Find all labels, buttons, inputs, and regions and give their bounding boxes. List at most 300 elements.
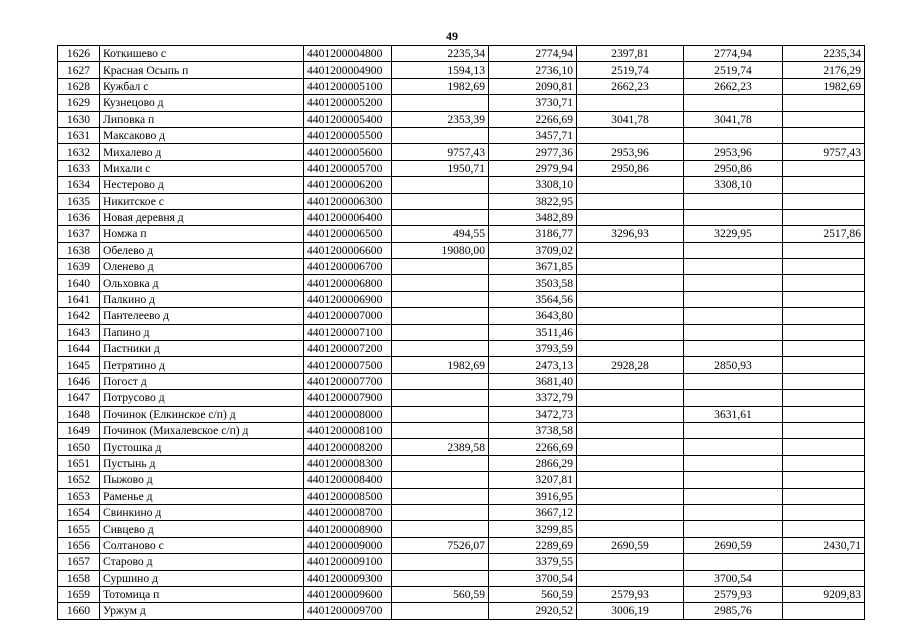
row-number-cell: 1641 — [58, 291, 100, 307]
value-2-cell: 3793,59 — [489, 341, 577, 357]
table-row — [58, 603, 865, 619]
value-4-cell: 2662,23 — [684, 78, 783, 94]
settlement-name-cell: Никитское с — [100, 193, 304, 209]
oktmo-code-cell: 4401200007500 — [304, 357, 392, 373]
row-number-cell: 1643 — [58, 324, 100, 340]
value-5-cell — [783, 373, 865, 389]
value-2-cell: 2774,94 — [489, 46, 577, 62]
row-number-cell: 1646 — [58, 373, 100, 389]
value-3-cell — [577, 455, 684, 471]
oktmo-code-cell: 4401200009100 — [304, 554, 392, 570]
oktmo-code-cell: 4401200009700 — [304, 603, 392, 619]
oktmo-code-cell: 4401200009300 — [304, 570, 392, 586]
value-3-cell — [577, 488, 684, 504]
settlement-name-cell: Красная Осыпь п — [100, 62, 304, 78]
value-5-cell — [783, 341, 865, 357]
value-2-cell: 3564,56 — [489, 291, 577, 307]
value-3-cell — [577, 472, 684, 488]
value-4-cell: 2519,74 — [684, 62, 783, 78]
row-number-cell: 1647 — [58, 390, 100, 406]
settlement-name-cell: Старово д — [100, 554, 304, 570]
value-1-cell — [392, 95, 489, 111]
table-row — [58, 308, 865, 324]
value-5-cell — [783, 422, 865, 438]
table-row — [58, 341, 865, 357]
settlement-name-cell: Пустошка д — [100, 439, 304, 455]
settlement-name-cell: Коткишево с — [100, 46, 304, 62]
value-2-cell: 3457,71 — [489, 127, 577, 143]
oktmo-code-cell: 4401200009000 — [304, 537, 392, 553]
value-1-cell — [392, 209, 489, 225]
value-3-cell — [577, 570, 684, 586]
value-2-cell: 3730,71 — [489, 95, 577, 111]
value-4-cell — [684, 127, 783, 143]
value-3-cell: 2579,93 — [577, 586, 684, 602]
settlement-name-cell: Новая деревня д — [100, 209, 304, 225]
value-3-cell: 3296,93 — [577, 226, 684, 242]
row-number-cell: 1638 — [58, 242, 100, 258]
value-4-cell: 3308,10 — [684, 177, 783, 193]
settlement-name-cell: Кужбал с — [100, 78, 304, 94]
row-number-cell: 1626 — [58, 46, 100, 62]
value-1-cell — [392, 455, 489, 471]
oktmo-code-cell: 4401200005600 — [304, 144, 392, 160]
value-5-cell — [783, 521, 865, 537]
settlement-name-cell: Потрусово д — [100, 390, 304, 406]
value-5-cell — [783, 177, 865, 193]
row-number-cell: 1630 — [58, 111, 100, 127]
value-2-cell: 2090,81 — [489, 78, 577, 94]
oktmo-code-cell: 4401200006300 — [304, 193, 392, 209]
value-1-cell: 2389,58 — [392, 439, 489, 455]
oktmo-code-cell: 4401200006900 — [304, 291, 392, 307]
value-2-cell: 560,59 — [489, 586, 577, 602]
value-4-cell — [684, 291, 783, 307]
value-5-cell — [783, 390, 865, 406]
row-number-cell: 1656 — [58, 537, 100, 553]
value-3-cell — [577, 341, 684, 357]
value-5-cell — [783, 209, 865, 225]
value-4-cell: 2950,86 — [684, 160, 783, 176]
value-5-cell — [783, 95, 865, 111]
value-5-cell — [783, 160, 865, 176]
table-row — [58, 554, 865, 570]
value-2-cell: 3738,58 — [489, 422, 577, 438]
value-1-cell — [392, 259, 489, 275]
row-number-cell: 1637 — [58, 226, 100, 242]
value-5-cell: 2176,29 — [783, 62, 865, 78]
settlement-name-cell: Починок (Елкинское с/п) д — [100, 406, 304, 422]
table-row — [58, 193, 865, 209]
value-5-cell: 9209,83 — [783, 586, 865, 602]
value-3-cell — [577, 177, 684, 193]
value-1-cell: 9757,43 — [392, 144, 489, 160]
settlement-name-cell: Нестерово д — [100, 177, 304, 193]
value-5-cell: 9757,43 — [783, 144, 865, 160]
value-5-cell — [783, 324, 865, 340]
value-1-cell — [392, 177, 489, 193]
value-3-cell — [577, 521, 684, 537]
settlement-name-cell: Пастники д — [100, 341, 304, 357]
value-3-cell — [577, 291, 684, 307]
table-row — [58, 406, 865, 422]
value-2-cell: 2473,13 — [489, 357, 577, 373]
settlement-name-cell: Петрятино д — [100, 357, 304, 373]
table-row — [58, 373, 865, 389]
row-number-cell: 1633 — [58, 160, 100, 176]
table-row — [58, 422, 865, 438]
table-row — [58, 439, 865, 455]
oktmo-code-cell: 4401200006600 — [304, 242, 392, 258]
value-3-cell: 2397,81 — [577, 46, 684, 62]
value-1-cell: 7526,07 — [392, 537, 489, 553]
value-2-cell: 2736,10 — [489, 62, 577, 78]
settlement-name-cell: Михалево д — [100, 144, 304, 160]
value-5-cell — [783, 439, 865, 455]
value-3-cell: 2662,23 — [577, 78, 684, 94]
value-1-cell — [392, 488, 489, 504]
value-5-cell — [783, 242, 865, 258]
value-3-cell — [577, 390, 684, 406]
value-1-cell — [392, 422, 489, 438]
value-1-cell — [392, 193, 489, 209]
row-number-cell: 1632 — [58, 144, 100, 160]
value-4-cell — [684, 504, 783, 520]
table-row — [58, 78, 865, 94]
oktmo-code-cell: 4401200006800 — [304, 275, 392, 291]
value-5-cell — [783, 259, 865, 275]
settlement-name-cell: Липовка п — [100, 111, 304, 127]
value-4-cell — [684, 95, 783, 111]
value-2-cell: 3511,46 — [489, 324, 577, 340]
value-4-cell: 3700,54 — [684, 570, 783, 586]
value-2-cell: 2866,29 — [489, 455, 577, 471]
row-number-cell: 1629 — [58, 95, 100, 111]
oktmo-code-cell: 4401200008500 — [304, 488, 392, 504]
oktmo-code-cell: 4401200008200 — [304, 439, 392, 455]
value-4-cell — [684, 209, 783, 225]
value-2-cell: 3643,80 — [489, 308, 577, 324]
value-5-cell: 2430,71 — [783, 537, 865, 553]
table-row — [58, 472, 865, 488]
settlement-name-cell: Папино д — [100, 324, 304, 340]
value-3-cell — [577, 422, 684, 438]
table-row — [58, 570, 865, 586]
value-5-cell — [783, 603, 865, 619]
value-2-cell: 3308,10 — [489, 177, 577, 193]
value-4-cell — [684, 554, 783, 570]
table-row — [58, 521, 865, 537]
table-row — [58, 242, 865, 258]
row-number-cell: 1658 — [58, 570, 100, 586]
table-row — [58, 144, 865, 160]
oktmo-code-cell: 4401200007700 — [304, 373, 392, 389]
row-number-cell: 1652 — [58, 472, 100, 488]
oktmo-code-cell: 4401200008900 — [304, 521, 392, 537]
table-row — [58, 390, 865, 406]
settlements-table — [57, 45, 865, 620]
settlement-name-cell: Ольховка д — [100, 275, 304, 291]
oktmo-code-cell: 4401200008100 — [304, 422, 392, 438]
oktmo-code-cell: 4401200006700 — [304, 259, 392, 275]
settlement-name-cell: Суршино д — [100, 570, 304, 586]
value-4-cell — [684, 308, 783, 324]
value-4-cell: 3229,95 — [684, 226, 783, 242]
value-1-cell — [392, 275, 489, 291]
settlement-name-cell: Сивцево д — [100, 521, 304, 537]
row-number-cell: 1649 — [58, 422, 100, 438]
value-2-cell: 3472,73 — [489, 406, 577, 422]
value-3-cell: 2953,96 — [577, 144, 684, 160]
row-number-cell: 1648 — [58, 406, 100, 422]
value-4-cell — [684, 455, 783, 471]
value-2-cell: 3667,12 — [489, 504, 577, 520]
value-5-cell — [783, 357, 865, 373]
value-3-cell — [577, 209, 684, 225]
table-row — [58, 488, 865, 504]
value-5-cell — [783, 570, 865, 586]
table-row — [58, 127, 865, 143]
value-5-cell — [783, 127, 865, 143]
value-3-cell — [577, 308, 684, 324]
table-row — [58, 111, 865, 127]
value-3-cell — [577, 439, 684, 455]
value-3-cell — [577, 373, 684, 389]
row-number-cell: 1651 — [58, 455, 100, 471]
oktmo-code-cell: 4401200007100 — [304, 324, 392, 340]
value-2-cell: 3916,95 — [489, 488, 577, 504]
value-4-cell — [684, 324, 783, 340]
value-1-cell — [392, 570, 489, 586]
table-row — [58, 95, 865, 111]
value-5-cell — [783, 275, 865, 291]
table-row — [58, 504, 865, 520]
row-number-cell: 1628 — [58, 78, 100, 94]
value-4-cell — [684, 242, 783, 258]
value-3-cell — [577, 193, 684, 209]
oktmo-code-cell: 4401200006200 — [304, 177, 392, 193]
value-2-cell: 2920,52 — [489, 603, 577, 619]
oktmo-code-cell: 4401200008000 — [304, 406, 392, 422]
row-number-cell: 1627 — [58, 62, 100, 78]
value-4-cell — [684, 488, 783, 504]
settlement-name-cell: Номжа п — [100, 226, 304, 242]
value-3-cell: 2928,28 — [577, 357, 684, 373]
value-1-cell — [392, 504, 489, 520]
value-1-cell — [392, 127, 489, 143]
value-3-cell — [577, 259, 684, 275]
settlement-name-cell: Михали с — [100, 160, 304, 176]
value-3-cell: 3041,78 — [577, 111, 684, 127]
value-4-cell: 2579,93 — [684, 586, 783, 602]
settlement-name-cell: Кузнецово д — [100, 95, 304, 111]
value-3-cell: 2519,74 — [577, 62, 684, 78]
value-1-cell — [392, 406, 489, 422]
oktmo-code-cell: 4401200009600 — [304, 586, 392, 602]
settlement-name-cell: Погост д — [100, 373, 304, 389]
table-row — [58, 291, 865, 307]
value-2-cell: 3503,58 — [489, 275, 577, 291]
value-2-cell: 2266,69 — [489, 439, 577, 455]
value-4-cell — [684, 422, 783, 438]
settlement-name-cell: Раменье д — [100, 488, 304, 504]
value-3-cell — [577, 127, 684, 143]
row-number-cell: 1657 — [58, 554, 100, 570]
value-4-cell — [684, 472, 783, 488]
settlement-name-cell: Солтаново с — [100, 537, 304, 553]
value-2-cell: 3671,85 — [489, 259, 577, 275]
value-4-cell: 2953,96 — [684, 144, 783, 160]
settlement-name-cell: Палкино д — [100, 291, 304, 307]
value-1-cell — [392, 472, 489, 488]
value-1-cell — [392, 521, 489, 537]
table-row — [58, 177, 865, 193]
table-row — [58, 160, 865, 176]
oktmo-code-cell: 4401200008700 — [304, 504, 392, 520]
value-1-cell: 1982,69 — [392, 357, 489, 373]
value-2-cell: 3709,02 — [489, 242, 577, 258]
oktmo-code-cell: 4401200006400 — [304, 209, 392, 225]
value-2-cell: 3186,77 — [489, 226, 577, 242]
table-row — [58, 586, 865, 602]
table-row — [58, 226, 865, 242]
value-1-cell — [392, 308, 489, 324]
value-3-cell — [577, 324, 684, 340]
value-4-cell: 2850,93 — [684, 357, 783, 373]
value-5-cell — [783, 554, 865, 570]
value-3-cell: 2690,59 — [577, 537, 684, 553]
row-number-cell: 1650 — [58, 439, 100, 455]
settlement-name-cell: Максаково д — [100, 127, 304, 143]
value-1-cell — [392, 324, 489, 340]
value-2-cell: 3681,40 — [489, 373, 577, 389]
table-row — [58, 259, 865, 275]
value-3-cell: 2950,86 — [577, 160, 684, 176]
value-1-cell: 494,55 — [392, 226, 489, 242]
value-3-cell — [577, 504, 684, 520]
row-number-cell: 1642 — [58, 308, 100, 324]
value-4-cell: 2985,76 — [684, 603, 783, 619]
oktmo-code-cell: 4401200004800 — [304, 46, 392, 62]
value-4-cell — [684, 390, 783, 406]
value-2-cell: 2266,69 — [489, 111, 577, 127]
value-4-cell: 2690,59 — [684, 537, 783, 553]
value-1-cell — [392, 603, 489, 619]
row-number-cell: 1655 — [58, 521, 100, 537]
value-4-cell — [684, 341, 783, 357]
value-2-cell: 3822,95 — [489, 193, 577, 209]
value-1-cell — [392, 554, 489, 570]
oktmo-code-cell: 4401200005500 — [304, 127, 392, 143]
value-5-cell — [783, 472, 865, 488]
oktmo-code-cell: 4401200007200 — [304, 341, 392, 357]
value-3-cell — [577, 554, 684, 570]
row-number-cell: 1645 — [58, 357, 100, 373]
settlement-name-cell: Обелево д — [100, 242, 304, 258]
value-2-cell: 3379,55 — [489, 554, 577, 570]
value-2-cell: 3482,89 — [489, 209, 577, 225]
row-number-cell: 1634 — [58, 177, 100, 193]
table-row — [58, 455, 865, 471]
settlement-name-cell: Свинкино д — [100, 504, 304, 520]
settlement-name-cell: Тотомица п — [100, 586, 304, 602]
value-4-cell — [684, 521, 783, 537]
settlement-name-cell: Пустынь д — [100, 455, 304, 471]
value-5-cell — [783, 111, 865, 127]
row-number-cell: 1654 — [58, 504, 100, 520]
value-4-cell — [684, 259, 783, 275]
value-3-cell — [577, 242, 684, 258]
value-2-cell: 2979,94 — [489, 160, 577, 176]
value-5-cell — [783, 291, 865, 307]
oktmo-code-cell: 4401200006500 — [304, 226, 392, 242]
value-4-cell: 2774,94 — [684, 46, 783, 62]
page-number: 49 — [446, 29, 458, 43]
oktmo-code-cell: 4401200005100 — [304, 78, 392, 94]
value-4-cell: 3041,78 — [684, 111, 783, 127]
value-2-cell: 2977,36 — [489, 144, 577, 160]
table-row — [58, 46, 865, 62]
row-number-cell: 1653 — [58, 488, 100, 504]
oktmo-code-cell: 4401200007000 — [304, 308, 392, 324]
oktmo-code-cell: 4401200007900 — [304, 390, 392, 406]
oktmo-code-cell: 4401200004900 — [304, 62, 392, 78]
row-number-cell: 1640 — [58, 275, 100, 291]
value-2-cell: 3207,81 — [489, 472, 577, 488]
settlement-name-cell: Пыжово д — [100, 472, 304, 488]
value-1-cell: 560,59 — [392, 586, 489, 602]
settlement-name-cell: Оленево д — [100, 259, 304, 275]
value-1-cell — [392, 291, 489, 307]
value-1-cell — [392, 373, 489, 389]
value-3-cell: 3006,19 — [577, 603, 684, 619]
value-1-cell — [392, 341, 489, 357]
value-1-cell: 1950,71 — [392, 160, 489, 176]
value-3-cell — [577, 275, 684, 291]
value-5-cell: 1982,69 — [783, 78, 865, 94]
table-row — [58, 357, 865, 373]
value-5-cell — [783, 406, 865, 422]
value-3-cell — [577, 95, 684, 111]
table-row — [58, 275, 865, 291]
value-1-cell: 1594,13 — [392, 62, 489, 78]
value-4-cell — [684, 275, 783, 291]
value-3-cell — [577, 406, 684, 422]
value-4-cell — [684, 439, 783, 455]
settlement-name-cell: Уржум д — [100, 603, 304, 619]
oktmo-code-cell: 4401200005700 — [304, 160, 392, 176]
value-5-cell — [783, 193, 865, 209]
table-row — [58, 324, 865, 340]
row-number-cell: 1660 — [58, 603, 100, 619]
value-5-cell — [783, 308, 865, 324]
value-2-cell: 2289,69 — [489, 537, 577, 553]
settlement-name-cell: Починок (Михалевское с/п) д — [100, 422, 304, 438]
oktmo-code-cell: 4401200008300 — [304, 455, 392, 471]
value-1-cell: 19080,00 — [392, 242, 489, 258]
value-5-cell: 2517,86 — [783, 226, 865, 242]
oktmo-code-cell: 4401200005400 — [304, 111, 392, 127]
table-body — [58, 46, 865, 620]
value-2-cell: 3700,54 — [489, 570, 577, 586]
value-5-cell — [783, 455, 865, 471]
value-2-cell: 3299,85 — [489, 521, 577, 537]
row-number-cell: 1644 — [58, 341, 100, 357]
table-row — [58, 537, 865, 553]
value-2-cell: 3372,79 — [489, 390, 577, 406]
value-1-cell: 2353,39 — [392, 111, 489, 127]
table-row — [58, 209, 865, 225]
